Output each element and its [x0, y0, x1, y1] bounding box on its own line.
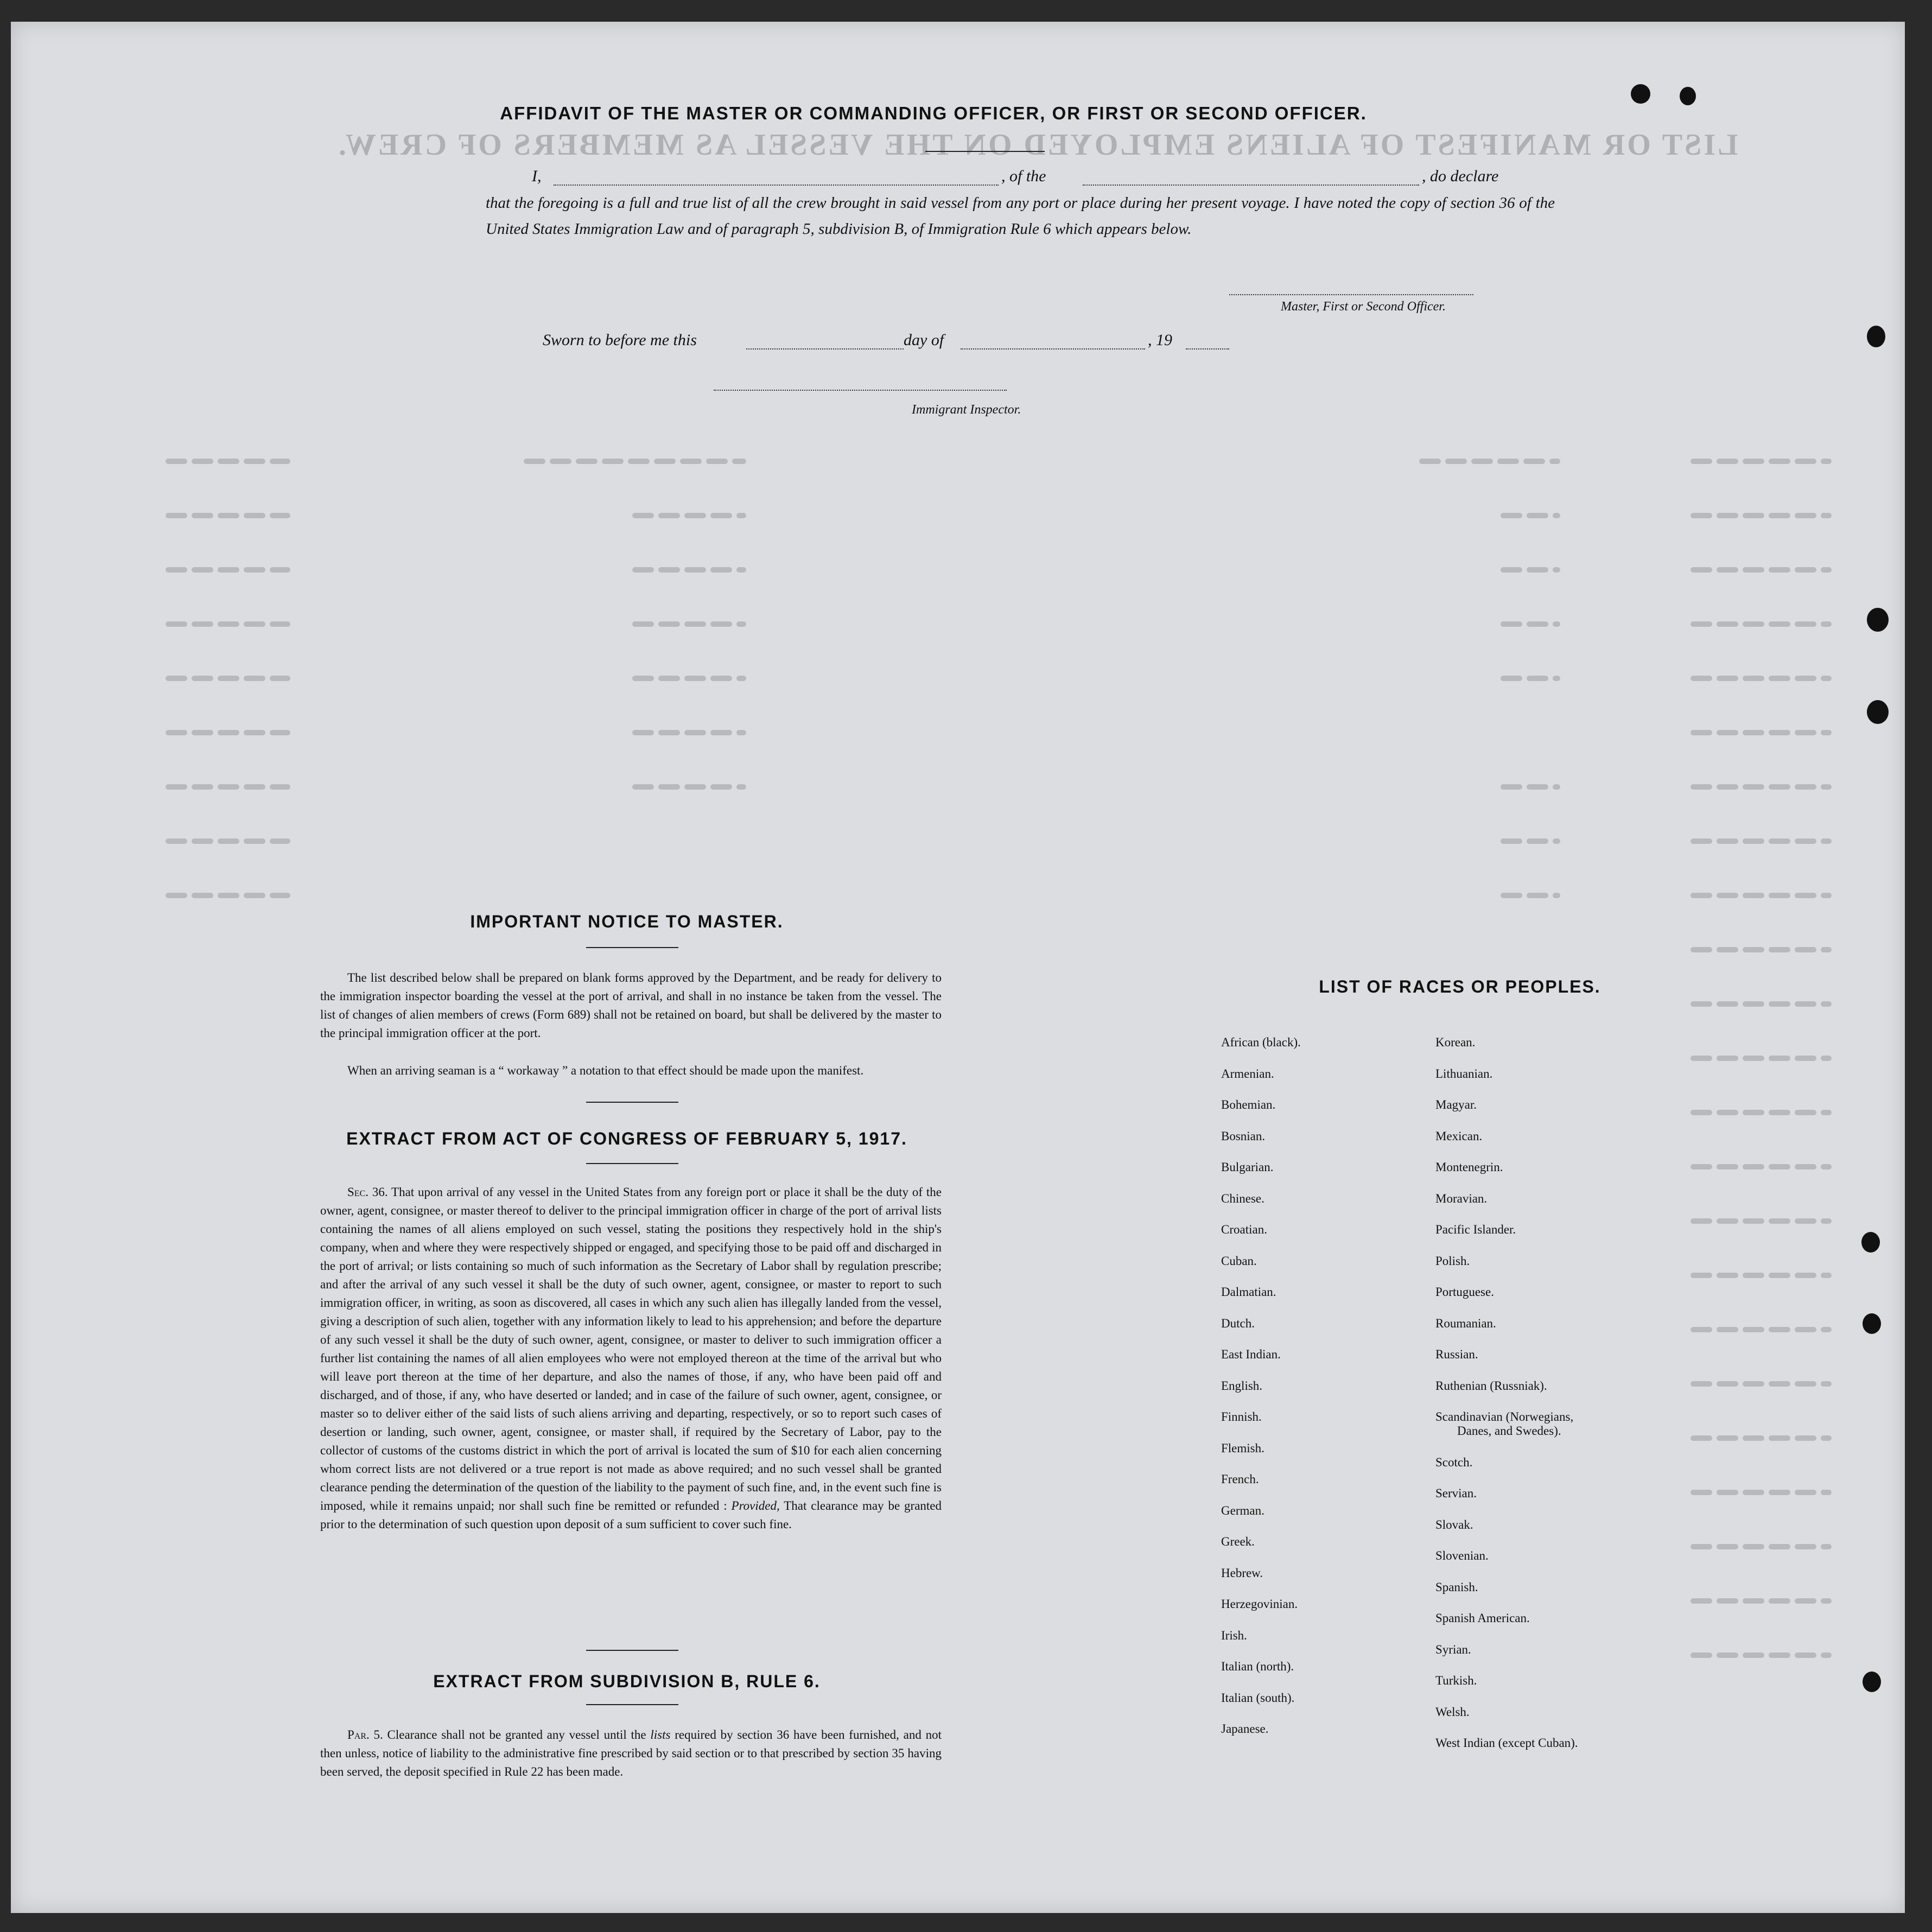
- rule-extract-rule: [586, 1704, 678, 1705]
- race-list-item: Armenian.: [1221, 1066, 1274, 1081]
- race-list-item: Irish.: [1221, 1628, 1247, 1642]
- sworn-day-line: [746, 348, 904, 349]
- notice-paragraph-1: The list described below shall be prepared on blank forms approved by the Department, and be ready for delivery to the immigration inspector boarding the vessel at the port of arrival, and shall in no instance be taken from the vessel. The list of changes of alien members of crews (Form 689) shall not be retained on board, but shall be delivered by the master to the principal immigration officer at the port.: [320, 971, 942, 1040]
- race-list-item: Slovenian.: [1435, 1549, 1489, 1562]
- affidavit-title-rule: [925, 151, 1045, 152]
- race-list-item: Lithuanian.: [1435, 1066, 1493, 1081]
- master-signature-label: Master, First or Second Officer.: [1281, 300, 1446, 314]
- race-list-item: Pacific Islander.: [1435, 1223, 1516, 1236]
- race-list-item: African (black).: [1221, 1035, 1301, 1049]
- notice-title: IMPORTANT NOTICE TO MASTER.: [470, 912, 784, 931]
- act-extract-end-rule: [586, 1650, 678, 1651]
- paragraph-label: Par. 5.: [347, 1728, 383, 1742]
- race-list-item: Finnish.: [1221, 1410, 1262, 1423]
- race-list-item: Dalmatian.: [1221, 1285, 1276, 1299]
- punch-hole: [1867, 608, 1889, 632]
- lists-word: lists: [650, 1728, 671, 1742]
- race-list-item: Danes, and Swedes).: [1457, 1424, 1561, 1438]
- sworn-label: Sworn to before me this: [543, 331, 697, 349]
- race-list-item: Scandinavian (Norwegians,: [1435, 1410, 1574, 1423]
- sworn-month-line: [961, 348, 1145, 349]
- affidavit-i-label: I,: [532, 167, 542, 185]
- race-list-item: Portuguese.: [1435, 1285, 1494, 1299]
- race-list-item: English.: [1221, 1378, 1263, 1393]
- race-list-item: Hebrew.: [1221, 1566, 1263, 1580]
- punch-hole: [1867, 700, 1889, 724]
- race-list-item: Bulgarian.: [1221, 1160, 1274, 1174]
- section-text: That upon arrival of any vessel in the United States from any foreign port or place it shall be the duty of the owner, agent, consignee, or master thereof to deliver to the principal immigration officer in charge of the port of arrival lists containing the names of all aliens employed on such vessel, stating the positions they respectively hold in the ship's company, when and where they were respectively shipped or engaged, and specifying those to be paid off and discharged in the port of arrival; or lists containing so much of such information as the Secretary of Labor shall by regulation prescribe; and after the arrival of any such vessel it shall be the duty of such owner, agent, consignee, or master to report to such immigration officer, in writing, as soon as discovered, all cases in which any such alien has illegally landed from the vessel, giving a description of such alien, together with any information likely to lead to his apprehension; and before the departure of any such vessel it shall be the duty of such owner, agent, consignee, or master to deliver to such immigration officer a further list containing the names of all alien employees who were not employed thereon at the time of the arrival but who will leave port thereon at the time of her departure, and also the names of those, if any, who have been paid off and discharged, and of those, if any, who have deserted or landed; and in case of the failure of such owner, agent, consignee, or master so to deliver either of the said lists of such aliens arriving and departing, respectively, or so to report such cases of desertion or landing, such owner, agent, consignee, or master shall, if required by the Secretary of Labor, pay to the collector of customs of the customs district in which the port of arrival is located the sum of $10 for each alien concerning whom correct lists are not delivered or a true report is not made as above required; and no such vessel shall be granted clearance pending the determination of the question of the liability to the payment of such fine, and, in the event such fine is imposed, while it remains unpaid; nor shall such fine be remitted or refunded :: [320, 1185, 942, 1512]
- rule-text-b: required by section 36 have been furnished, and not then unless, notice of liability to the administrative fine prescribed by said section or to that prescribed by section 35 having been served, the deposit specified in Rule 22 has been made.: [320, 1728, 942, 1778]
- year-label: , 19: [1148, 331, 1172, 349]
- punch-hole: [1863, 1313, 1881, 1334]
- affidavit-vessel-line: [1083, 185, 1419, 186]
- race-list-item: East Indian.: [1221, 1348, 1281, 1361]
- races-title: LIST OF RACES OR PEOPLES.: [1319, 977, 1601, 996]
- race-list-item: German.: [1221, 1503, 1264, 1517]
- affidavit-of-label: , of the: [1001, 167, 1046, 185]
- race-list-item: West Indian (except Cuban).: [1435, 1736, 1578, 1750]
- race-list-item: Flemish.: [1221, 1441, 1264, 1455]
- document-page: [11, 22, 1905, 1913]
- rule-extract-title: EXTRACT FROM SUBDIVISION B, RULE 6.: [433, 1672, 821, 1691]
- rule-extract-body: [320, 1726, 942, 1781]
- affidavit-title: AFFIDAVIT OF THE MASTER OR COMMANDING OFFICER, OR FIRST OR SECOND OFFICER.: [500, 103, 1367, 123]
- race-list-item: Herzegovinian.: [1221, 1597, 1298, 1611]
- race-list-item: Spanish American.: [1435, 1611, 1530, 1625]
- race-list-item: Croatian.: [1221, 1223, 1267, 1236]
- punch-hole: [1867, 326, 1885, 347]
- race-list-item: Bohemian.: [1221, 1098, 1276, 1111]
- race-list-item: Korean.: [1435, 1035, 1476, 1049]
- race-list-item: Ruthenian (Russniak).: [1435, 1378, 1547, 1393]
- act-extract-body: [320, 1183, 942, 1534]
- race-list-item: Servian.: [1435, 1486, 1477, 1500]
- notice-paragraph-2: When an arriving seaman is a “ workaway ” a notation to that effect should be made upon the manifest.: [347, 1064, 864, 1077]
- race-list-item: Greek.: [1221, 1535, 1255, 1548]
- race-list-item: Polish.: [1435, 1254, 1470, 1268]
- race-list-item: Magyar.: [1435, 1098, 1477, 1111]
- race-list-item: Dutch.: [1221, 1316, 1255, 1330]
- race-list-item: Scotch.: [1435, 1455, 1473, 1469]
- master-signature-line: [1229, 294, 1473, 295]
- act-extract-rule: [586, 1163, 678, 1164]
- provided-word: Provided,: [731, 1499, 780, 1512]
- race-list-item: Italian (north).: [1221, 1660, 1294, 1673]
- race-list-item: Bosnian.: [1221, 1129, 1266, 1143]
- race-list-item: Montenegrin.: [1435, 1160, 1503, 1174]
- inspector-label: Immigrant Inspector.: [912, 403, 1021, 417]
- race-list-item: Italian (south).: [1221, 1690, 1295, 1705]
- race-list-item: Spanish.: [1435, 1580, 1478, 1594]
- race-list-item: Mexican.: [1435, 1129, 1483, 1143]
- race-list-item: Roumanian.: [1435, 1316, 1496, 1330]
- notice-title-rule: [586, 947, 678, 948]
- sworn-year-line: [1186, 348, 1229, 349]
- bleed-through-heading: LIST OR MANIFEST OF ALIENS EMPLOYED ON THE VESSEL AS MEMBERS OF CREW.: [336, 128, 1738, 162]
- affidavit-declare-label: , do declare: [1422, 167, 1499, 185]
- act-extract-title: EXTRACT FROM ACT OF CONGRESS OF FEBRUARY 5, 1917.: [346, 1129, 907, 1148]
- race-list-item: Moravian.: [1435, 1191, 1488, 1205]
- race-list-item: Chinese.: [1221, 1191, 1264, 1205]
- race-list-item: Slovak.: [1435, 1517, 1473, 1531]
- inspector-signature-line: [714, 390, 1007, 391]
- punch-hole: [1863, 1672, 1881, 1692]
- notice-section-rule: [586, 1102, 678, 1103]
- rule-text-a: Clearance shall not be granted any vessel until the: [387, 1728, 646, 1742]
- section-label: Sec. 36.: [347, 1185, 388, 1199]
- punch-hole: [1631, 84, 1650, 104]
- race-list-item: Syrian.: [1435, 1642, 1471, 1656]
- race-list-item: Japanese.: [1221, 1722, 1269, 1736]
- affidavit-name-line: [554, 185, 999, 186]
- punch-hole: [1680, 87, 1696, 105]
- punch-hole: [1861, 1232, 1880, 1253]
- race-list-item: Russian.: [1435, 1348, 1478, 1361]
- race-list-item: Welsh.: [1435, 1705, 1470, 1719]
- affidavit-body: that the foregoing is a full and true list of all the crew brought in said vessel from any port or place during her present voyage. I have noted the copy of section 36 of the United States Immigration Law and of paragraph 5, subdivision B, of Immigration Rule 6 which appears below.: [486, 194, 1555, 238]
- day-of-label: day of: [904, 331, 944, 349]
- race-list-item: French.: [1221, 1472, 1259, 1486]
- race-list-item: Cuban.: [1221, 1254, 1257, 1268]
- section-tail: That clearance may be granted prior to the determination of such question upon deposit of a sum sufficient to cover such fine.: [320, 1499, 942, 1531]
- race-list-item: Turkish.: [1435, 1674, 1477, 1687]
